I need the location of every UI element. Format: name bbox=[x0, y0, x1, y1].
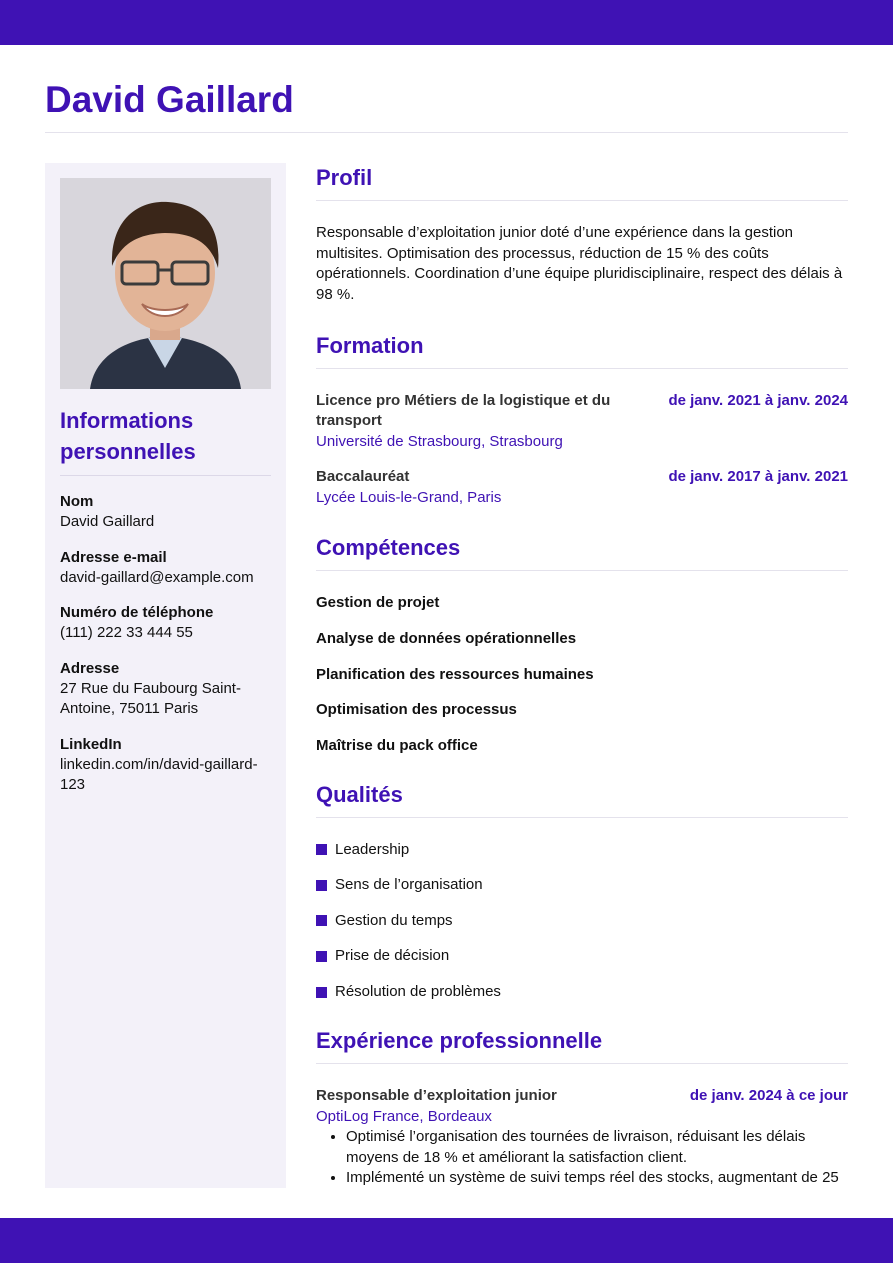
degree-dates: de janv. 2021 à janv. 2024 bbox=[668, 391, 848, 409]
section-title: Compétences bbox=[316, 535, 461, 561]
skill-item: Analyse de données opérationnelles bbox=[316, 629, 577, 647]
education-item bbox=[316, 391, 848, 453]
degree-title: Baccalauréat bbox=[316, 468, 410, 486]
section-title: Formation bbox=[316, 332, 424, 358]
header-divider bbox=[45, 132, 848, 133]
personal-info-sidebar bbox=[45, 163, 286, 1188]
bottom-color-band bbox=[0, 1218, 893, 1263]
job-achievements bbox=[316, 1127, 848, 1189]
info-value: david-gaillard@example.com bbox=[60, 568, 254, 586]
info-value: 27 Rue du Faubourg Saint-Antoine, 75011 Paris bbox=[60, 679, 241, 717]
info-item-email bbox=[60, 548, 271, 589]
info-item-name bbox=[60, 492, 271, 533]
resume-main-column bbox=[316, 163, 848, 1189]
section-divider bbox=[316, 817, 848, 818]
square-bullet-icon bbox=[316, 915, 327, 926]
quality-item bbox=[316, 840, 848, 860]
page-bottom-margin bbox=[0, 1188, 893, 1218]
achievement-item: • Implémenté un système de suivi temps réel des stocks, augmentant de 25 bbox=[346, 1168, 848, 1189]
quality-label: Gestion du temps bbox=[335, 911, 453, 929]
square-bullet-icon bbox=[316, 844, 327, 855]
degree-title: Licence pro Métiers de la logistique et du transport bbox=[316, 391, 611, 430]
school-name: Université de Strasbourg, Strasbourg bbox=[316, 432, 563, 450]
info-item-phone bbox=[60, 603, 271, 644]
skill-item: Gestion de projet bbox=[316, 594, 440, 612]
quality-item bbox=[316, 911, 848, 931]
company-name: OptiLog France, Bordeaux bbox=[316, 1107, 492, 1125]
info-value: linkedin.com/in/david-gaillard-123 bbox=[60, 755, 258, 793]
personal-info-heading: Informations personnelles bbox=[60, 408, 196, 464]
job-dates: de janv. 2024 à ce jour bbox=[689, 1087, 848, 1105]
education-section bbox=[316, 331, 848, 509]
info-label: Numéro de téléphone bbox=[60, 604, 214, 621]
info-label: LinkedIn bbox=[60, 735, 122, 753]
info-label: Nom bbox=[60, 493, 94, 510]
experience-item bbox=[316, 1086, 848, 1189]
info-label: Adresse bbox=[60, 659, 120, 677]
square-bullet-icon bbox=[316, 951, 327, 962]
section-divider bbox=[316, 570, 848, 571]
skill-item: Maîtrise du pack office bbox=[316, 736, 478, 754]
info-item-linkedin bbox=[60, 735, 271, 796]
achievement-item: • Optimisé l’organisation des tournées de livraison, réduisant les délais moyens de 18 % et améliorant la satisfaction client. bbox=[346, 1127, 848, 1168]
top-color-band bbox=[0, 0, 893, 45]
quality-label: Prise de décision bbox=[335, 947, 450, 965]
skill-item: Planification des ressources humaines bbox=[316, 665, 594, 683]
quality-label: Sens de l’organisation bbox=[335, 876, 483, 894]
experience-section bbox=[316, 1026, 848, 1189]
profile-text: Responsable d’exploitation junior doté d’une expérience dans la gestion multisites. Optimisation des processus, réduction de 15 % des coûts opérationnels. Coordination d’une équipe pluridisciplinaire, respect des délais à 98 %. bbox=[316, 224, 843, 304]
section-divider bbox=[316, 1063, 848, 1064]
info-value: (111) 222 33 444 55 bbox=[60, 624, 193, 641]
quality-label: Leadership bbox=[335, 840, 410, 858]
section-divider bbox=[316, 200, 848, 201]
quality-item bbox=[316, 946, 848, 966]
quality-item bbox=[316, 982, 848, 1002]
square-bullet-icon bbox=[316, 880, 327, 891]
info-label: Adresse e-mail bbox=[60, 548, 167, 566]
candidate-name: David Gaillard bbox=[45, 79, 294, 120]
sidebar-divider bbox=[60, 475, 271, 476]
section-divider bbox=[316, 368, 848, 369]
profile-section bbox=[316, 163, 848, 306]
skills-section bbox=[316, 533, 848, 755]
school-name: Lycée Louis-le-Grand, Paris bbox=[316, 488, 502, 506]
quality-item bbox=[316, 875, 848, 895]
section-title: Expérience professionnelle bbox=[316, 1028, 603, 1054]
info-item-address bbox=[60, 659, 271, 720]
profile-photo bbox=[60, 178, 271, 389]
job-title: Responsable d’exploitation junior bbox=[316, 1087, 557, 1105]
skill-item: Optimisation des processus bbox=[316, 701, 517, 719]
info-value: David Gaillard bbox=[60, 513, 155, 530]
degree-dates: de janv. 2017 à janv. 2021 bbox=[668, 468, 848, 486]
qualities-section bbox=[316, 780, 848, 1002]
quality-label: Résolution de problèmes bbox=[335, 983, 501, 1001]
education-item bbox=[316, 467, 848, 508]
section-title: Profil bbox=[316, 165, 373, 190]
section-title: Qualités bbox=[316, 781, 403, 807]
square-bullet-icon bbox=[316, 987, 327, 998]
